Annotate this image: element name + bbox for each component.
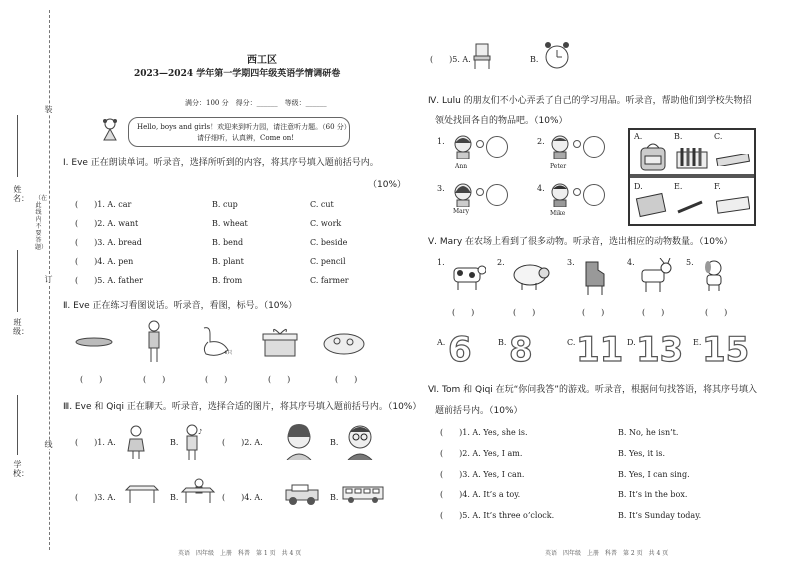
shelf-label-b: B. <box>674 132 683 141</box>
geese-count-label: 4只 <box>224 350 233 356</box>
s1-q5-c: C. farmer <box>310 276 349 285</box>
binding-class-line <box>17 250 18 312</box>
s3-q2-b: B. <box>330 438 339 447</box>
shelf-label-e: E. <box>674 182 683 191</box>
binding-name-label: 姓名： <box>13 185 29 203</box>
gift-box-picture <box>262 326 298 358</box>
s6-q2-b: B. Yes, it is. <box>618 449 665 458</box>
s5-blank-2[interactable]: ( ) <box>513 308 536 317</box>
peter-answer-bubble[interactable] <box>583 136 605 158</box>
footer-left: 英语 四年级 上册 科普 第 1 页 共 4 页 <box>178 550 302 557</box>
s3-q2: ( )2. A. <box>222 438 263 447</box>
lost-found-shelf <box>628 128 756 226</box>
girl-picture <box>143 320 165 364</box>
s1-q2-c: C. work <box>310 219 342 228</box>
s5-option-c-number: 11 <box>576 330 624 370</box>
s5-option-e-number: 15 <box>702 330 750 370</box>
s3-q3: ( )3. A. <box>75 493 116 502</box>
s1-q2-b: B. wheat <box>212 219 248 228</box>
binding-mark: 线 <box>44 440 53 449</box>
s5-option-d-number: 13 <box>636 330 684 370</box>
s1-q4-c: C. pencil <box>310 257 346 266</box>
kid-name-ann: Ann <box>455 163 468 170</box>
s1-q5-b: B. from <box>212 276 243 285</box>
intro-text-2: 请仔细听，认真辨，Come on! <box>197 134 295 142</box>
shelf-label-d: D. <box>634 182 643 191</box>
s5-num-5: 5. <box>686 258 694 267</box>
dog-picture <box>700 258 730 292</box>
binding-margin <box>0 0 60 562</box>
s5-option-c-label: C. <box>567 338 576 347</box>
s6-q3-b: B. Yes, I can sing. <box>618 470 690 479</box>
shelf-label-f: F. <box>714 182 721 191</box>
s5-blank-5[interactable]: ( ) <box>705 308 728 317</box>
s6-q4-a: ( )4. A. It’s a toy. <box>440 490 521 499</box>
pen-picture <box>676 200 704 214</box>
s3-q1: ( )1. A. <box>75 438 116 447</box>
section4-title: Ⅳ. Lulu 的朋友们不小心弄丢了自己的学习用品。听录音，帮助他们到学校失物招 <box>428 96 752 106</box>
alarm-clock-picture <box>543 40 571 70</box>
s6-q1-b: B. No, he isn’t. <box>618 428 679 437</box>
district-title: 西工区 <box>247 55 277 66</box>
s2-blank-4[interactable]: ( ) <box>268 375 291 384</box>
s5-blank-1[interactable]: ( ) <box>452 308 475 317</box>
exam-title: 2023—2024 学年第一学期四年级英语学情调研卷 <box>134 69 341 79</box>
s2-blank-1[interactable]: ( ) <box>80 375 103 384</box>
kid-num-1: 1. <box>437 137 445 146</box>
s5-num-4: 4. <box>627 258 635 267</box>
man-glasses-picture <box>345 422 375 460</box>
kid-num-4: 4. <box>537 184 545 193</box>
s1-q4-b: B. plant <box>212 257 244 266</box>
thought-dot <box>476 140 484 148</box>
section6-title: Ⅵ. Tom 和 Qiqi 在玩“你问我答”的游戏。听录音，根据问句找答语，将其序号填入 <box>428 385 757 395</box>
mary-face-icon <box>452 181 474 207</box>
girl-singing-picture <box>180 424 204 462</box>
thought-dot <box>476 188 484 196</box>
ann-face-icon <box>452 133 474 159</box>
s6-q5-b: B. It’s Sunday today. <box>618 511 702 520</box>
horse-picture <box>578 258 610 296</box>
s5-option-a-label: A. <box>437 338 446 347</box>
s6-q5-a: ( )5. A. It’s three o’clock. <box>440 511 555 520</box>
kid-name-mary: Mary <box>453 208 469 215</box>
s1-q2-a: ( )2. A. want <box>75 219 139 228</box>
desk-with-boy-picture <box>180 478 216 504</box>
section3-title: Ⅲ. Eve 和 Qiqi 正在聊天。听录音，选择合适的图片，将其序号填入题前括号内。（10%） <box>63 402 422 412</box>
s2-blank-5[interactable]: ( ) <box>335 375 358 384</box>
s2-blank-3[interactable]: ( ) <box>205 375 228 384</box>
crayons-picture <box>676 146 708 170</box>
sheep-picture <box>510 261 550 291</box>
goat-picture <box>638 258 672 294</box>
binding-mark: 装 <box>44 105 53 114</box>
thought-dot <box>573 140 581 148</box>
kid-name-mike: Mike <box>550 210 566 217</box>
s5-option-d-label: D. <box>627 338 636 347</box>
mike-answer-bubble[interactable] <box>583 184 605 206</box>
s3-q5-b: B. <box>530 55 539 64</box>
woman-portrait-picture <box>284 422 314 460</box>
shelf-label-a: A. <box>634 132 643 141</box>
s3-q3-b: B. <box>170 493 179 502</box>
section5-title: Ⅴ. Mary 在农场上看到了很多动物。听录音，选出相应的动物数量。（10%） <box>428 237 733 247</box>
section4-title-2: 领处找回各自的物品吧。（10%） <box>435 116 568 126</box>
cow-picture <box>448 260 486 292</box>
ruler-picture <box>716 154 750 166</box>
girl-mascot-icon <box>100 117 120 141</box>
binding-school-line <box>17 395 18 455</box>
binding-class-label: 班级： <box>13 318 29 336</box>
s5-option-e-label: E. <box>693 338 702 347</box>
binding-note: （在此线内不要答题） <box>35 195 48 251</box>
shelf-board <box>630 174 754 178</box>
jeep-picture <box>284 484 320 506</box>
bus-picture <box>342 486 384 504</box>
intro-text-1: Hello, boys and girls！欢迎来到听力园，请注意听力题。（60 分） <box>137 123 351 131</box>
s6-q2-a: ( )2. A. Yes, I am. <box>440 449 523 458</box>
s5-num-3: 3. <box>567 258 575 267</box>
section6-title-2: 题前括号内。（10%） <box>435 406 523 416</box>
shelf-label-c: C. <box>714 132 723 141</box>
notebook-picture <box>634 192 668 218</box>
s1-q4-a: ( )4. A. pen <box>75 257 134 266</box>
binding-name-line <box>17 115 18 177</box>
s1-q3-b: B. bend <box>212 238 244 247</box>
s5-option-b-label: B. <box>498 338 507 347</box>
s5-blank-3[interactable]: ( ) <box>582 308 605 317</box>
ann-answer-bubble[interactable] <box>486 136 508 158</box>
s3-q4-b: B. <box>330 493 339 502</box>
kid-num-3: 3. <box>437 184 445 193</box>
s6-q1-a: ( )1. A. Yes, she is. <box>440 428 528 437</box>
s1-q1-b: B. cup <box>212 200 238 209</box>
s3-q4: ( )4. A. <box>222 493 263 502</box>
s5-num-1: 1. <box>437 258 445 267</box>
score-line: 满分：100 分 得分：______ 等级：______ <box>185 99 327 107</box>
s1-q5-a: ( )5. A. father <box>75 276 143 285</box>
s5-blank-4[interactable]: ( ) <box>642 308 665 317</box>
kid-num-2: 2. <box>537 137 545 146</box>
thought-dot <box>573 188 581 196</box>
intro-box <box>128 117 350 147</box>
s2-blank-2[interactable]: ( ) <box>143 375 166 384</box>
mary-answer-bubble[interactable] <box>486 184 508 206</box>
section1-title: Ⅰ. Eve 正在朗读单词。听录音，选择所听到的内容，将其序号填入题前括号内。 <box>63 158 379 168</box>
pencil-box-picture <box>716 196 750 214</box>
binding-school-label: 学校： <box>13 460 29 478</box>
svg-text:♪: ♪ <box>198 428 203 436</box>
s3-q5: ( )5. A. <box>430 55 471 64</box>
s1-q3-a: ( )3. A. bread <box>75 238 142 247</box>
s6-q3-a: ( )3. A. Yes, I can. <box>440 470 525 479</box>
kid-name-peter: Peter <box>550 163 567 170</box>
chair-picture <box>470 42 494 70</box>
cucumber-picture <box>75 336 113 348</box>
s3-q1-b: B. <box>170 438 179 447</box>
mike-face-icon <box>549 181 571 207</box>
section2-title: Ⅱ. Eve 正在练习看图说话。听录音，看图，标号。（10%） <box>63 301 298 311</box>
footer-right: 英语 四年级 上册 科普 第 2 页 共 4 页 <box>545 550 669 557</box>
s5-num-2: 2. <box>497 258 505 267</box>
schoolbag-picture <box>638 142 668 172</box>
section1-points: （10%） <box>368 180 407 190</box>
s5-option-b-number: 8 <box>509 330 533 370</box>
binding-mark: 订 <box>44 275 53 284</box>
lake-swimming-picture <box>322 328 366 356</box>
desk-picture <box>124 482 160 504</box>
s6-q4-b: B. It’s in the box. <box>618 490 688 499</box>
s1-q1-a: ( )1. A. car <box>75 200 132 209</box>
s5-option-a-number: 6 <box>448 330 472 370</box>
peter-face-icon <box>549 133 571 159</box>
s1-q1-c: C. cut <box>310 200 334 209</box>
s1-q3-c: C. beside <box>310 238 348 247</box>
girl-dancing-picture <box>124 425 148 461</box>
